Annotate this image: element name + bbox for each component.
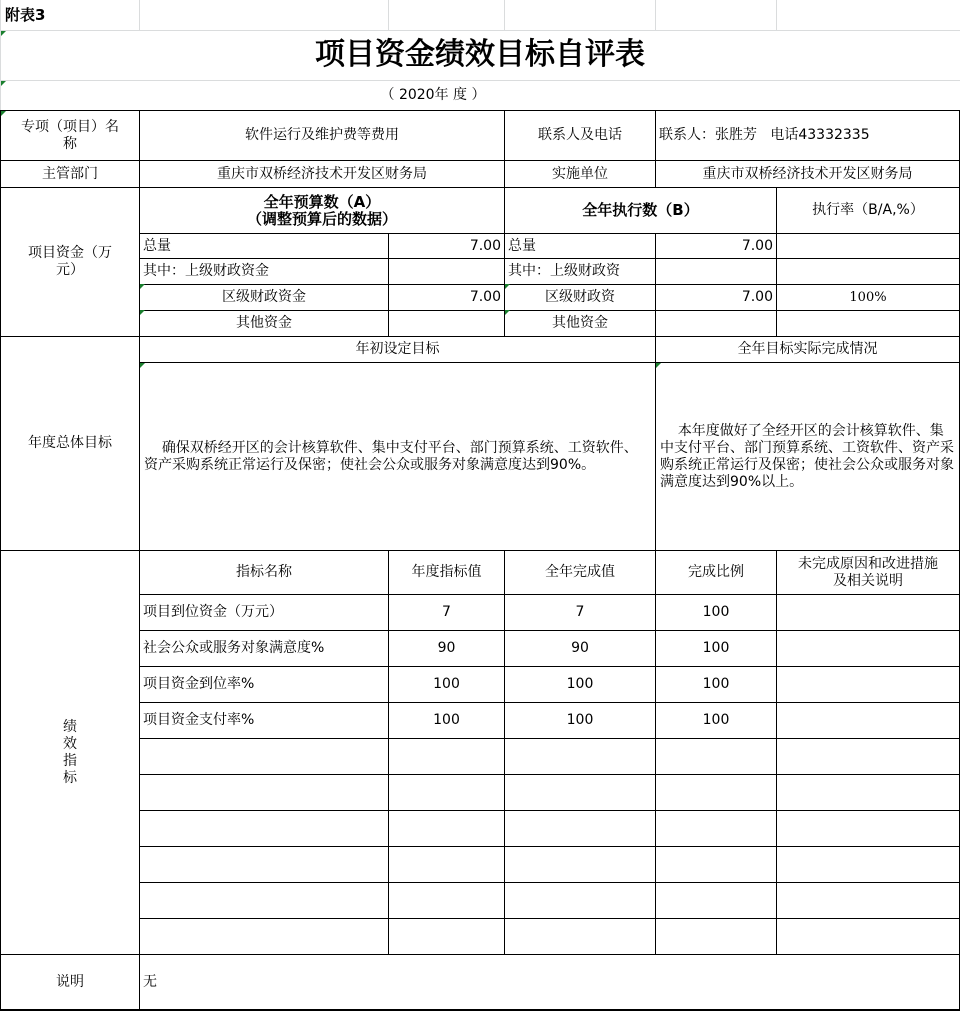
perf-row-name [140,775,388,810]
funds-row-value-a [389,259,504,284]
attachment-label: 附表3 [5,5,46,24]
note-value: 无 [143,973,157,990]
funds-row-value-a: 7.00 [469,237,501,254]
perf-row-name [140,739,388,774]
funds-row-value-b: 7.00 [741,237,773,254]
year-label: （ 2020年 度 ） [380,86,486,103]
dept-label: 主管部门 [42,165,98,182]
funds-label: 项目资金（万 元） [28,245,112,278]
funds-row-value-a [389,311,504,336]
project-name: 软件运行及维护费等费用 [245,127,399,143]
perf-row-name [140,847,388,882]
contact-label: 联系人及电话 [538,127,622,143]
funds-row-rate [777,234,959,258]
perf-row-name: 项目到位资金（万元） [143,604,283,620]
funds-row-label-b: 区级财政资 [545,289,615,305]
funds-row-label-a: 其中：上级财政资金 [143,263,269,279]
perf-row-ratio: 100 [702,712,730,728]
rate-header: 执行率（B/A,%） [812,202,924,218]
perf-row-actual: 7 [575,604,585,620]
gridline [655,0,656,30]
perf-row-target: 100 [433,712,460,728]
funds-row-rate [777,259,959,284]
funds-row-value-b: 7.00 [741,289,773,305]
goal-set-text: 确保双桥经开区的会计核算软件、集中支付平台、部门预算系统、工资软件、资产采购系统正常运行及保密；使社会公众或服务对象满意度达到90%。 [144,439,638,473]
funds-row-label-a: 区级财政资金 [222,289,306,305]
gridline [504,0,505,30]
funds-row-rate [777,311,959,336]
funds-row-label-a: 其他资金 [236,315,292,331]
perf-row-ratio: 100 [702,604,730,620]
goal-actual-header: 全年目标实际完成情况 [737,341,878,357]
funds-row-value-b [656,259,776,284]
contact-value: 联系人：张胜芳 电话43332335 [659,127,870,143]
perf-row-name: 项目资金支付率% [143,712,255,728]
impl-label: 实施单位 [552,165,608,182]
impl-value: 重庆市双桥经济技术开发区财务局 [702,165,913,182]
perf-row-actual: 100 [566,676,594,692]
funds-row-label-b: 其他资金 [552,315,608,331]
funds-row-value-a: 7.00 [469,289,501,305]
perf-row-name [140,919,388,954]
perf-row-reason [777,703,959,738]
perf-header-ratio: 完成比例 [688,564,744,580]
goal-set-header: 年初设定目标 [355,341,440,357]
perf-row-name: 项目资金到位率% [143,676,255,692]
funds-row-value-b [656,311,776,336]
gridline [776,0,777,30]
perf-row-target: 7 [442,604,451,620]
perf-row-reason [777,667,959,702]
perf-header-actual: 全年完成值 [545,564,615,580]
perf-header-target: 年度指标值 [411,564,482,580]
perf-row-ratio: 100 [702,640,730,656]
funds-row-label-b: 总量 [508,237,536,254]
perf-row-actual: 100 [566,712,594,728]
perf-row-actual: 90 [571,640,589,656]
dept-value: 重庆市双桥经济技术开发区财务局 [217,165,427,182]
perf-row-target: 100 [433,676,460,692]
exec-header: 全年执行数（B） [582,201,699,219]
perf-row-target: 90 [437,640,456,656]
perf-header-name: 指标名称 [236,564,292,580]
budget-header: 全年预算数（A） （调整预算后的数据） [246,192,397,228]
perf-row-reason [777,595,959,630]
perf-row-ratio: 100 [702,676,730,692]
gridline [139,0,140,30]
goal-actual-text: 本年度做好了全经开区的会计核算软件、集中支付平台、部门预算系统、工资软件、资产采购系统正常运行及保密；使社会公众或服务对象满意度达到90%以上。 [660,422,954,490]
perf-row-reason [777,631,959,666]
funds-row-rate: 100% [849,290,887,305]
perf-header-reason: 未完成原因和改进措施 及相关说明 [798,555,938,589]
page-title: 项目资金绩效目标自评表 [315,37,645,72]
perf-row-name [140,883,388,918]
note-label: 说明 [56,973,84,990]
funds-row-label-b: 其中：上级财政资 [508,263,620,279]
perf-row-name [140,811,388,846]
perf-label: 绩 效 指 标 [63,718,77,786]
funds-row-label-a: 总量 [143,237,171,254]
gridline [388,0,389,30]
goal-label: 年度总体目标 [28,435,112,451]
perf-row-name: 社会公众或服务对象满意度% [143,640,325,656]
project-name-label: 专项（项目）名 称 [21,118,119,152]
gridline [0,80,960,81]
